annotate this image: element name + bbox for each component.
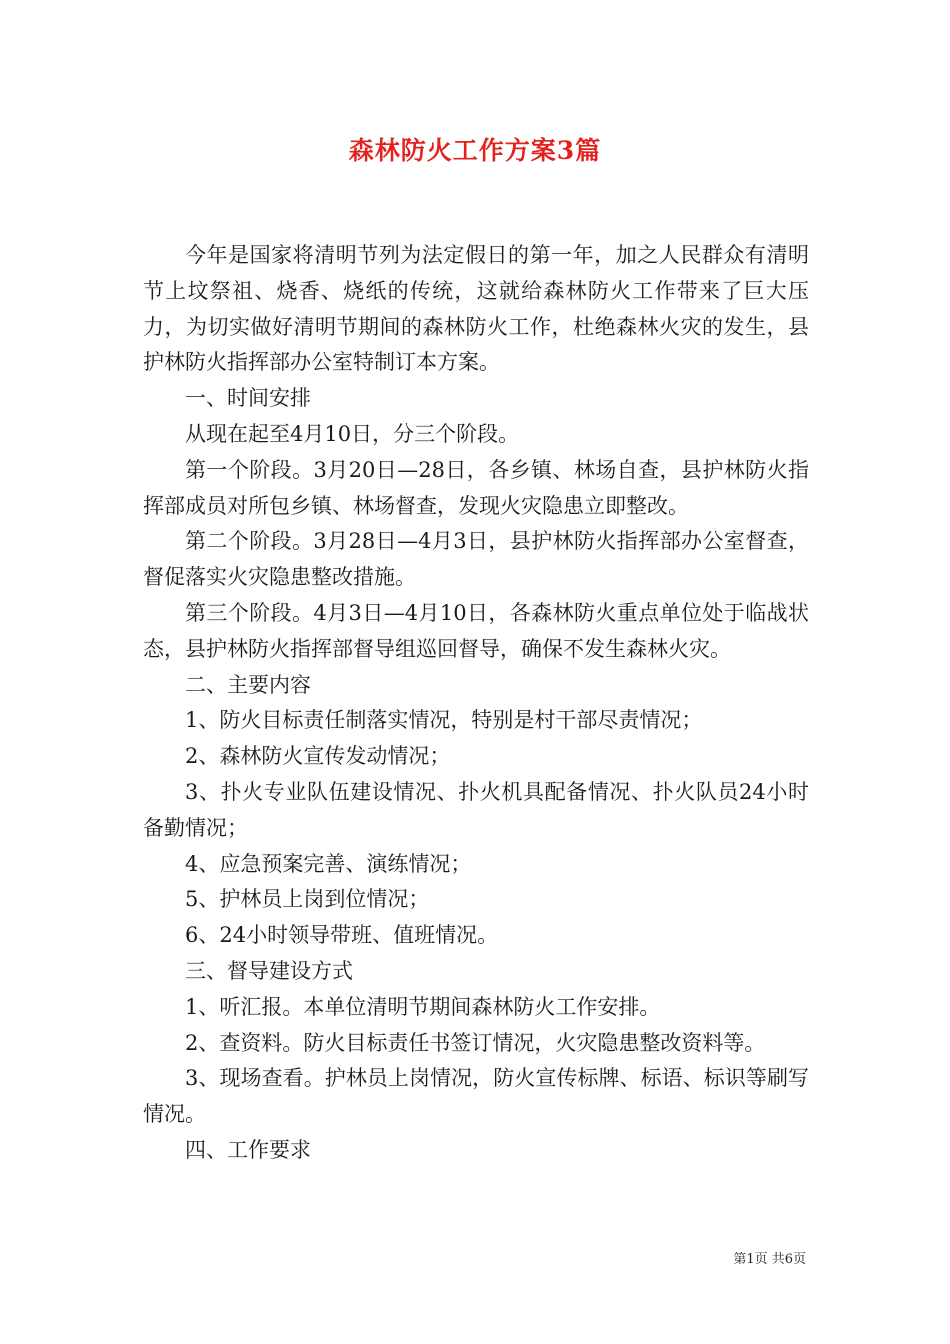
section-heading-content: 二、主要内容 bbox=[185, 672, 311, 697]
list-item: 6、24小时领导带班、值班情况。 bbox=[185, 923, 499, 948]
list-item: 3、扑火专业队伍建设情况、扑火机具配备情况、扑火队员24小时备勤情况； bbox=[143, 779, 809, 840]
section-heading-schedule: 一、时间安排 bbox=[185, 386, 311, 411]
list-item: 2、森林防火宣传发动情况； bbox=[185, 744, 451, 769]
paragraph: 第二个阶段。3月28日—4月3日，县护林防火指挥部办公室督查，督促落实火灾隐患整改措施。 bbox=[143, 529, 809, 590]
list-item: 1、防火目标责任制落实情况，特别是村干部尽责情况； bbox=[185, 708, 703, 733]
page-number: 第1页 共6页 bbox=[733, 1252, 806, 1267]
list-item: 3、现场查看。护林员上岗情况，防火宣传标牌、标语、标识等刷写情况。 bbox=[143, 1066, 809, 1127]
list-item: 4、应急预案完善、演练情况； bbox=[185, 851, 472, 876]
list-item: 5、护林员上岗到位情况； bbox=[185, 887, 430, 912]
paragraph: 从现在起至4月10日，分三个阶段。 bbox=[185, 421, 520, 446]
section-heading-requirements: 四、工作要求 bbox=[185, 1137, 311, 1162]
section-heading-method: 三、督导建设方式 bbox=[185, 958, 353, 983]
list-item: 2、查资料。防火目标责任书签订情况，火灾隐患整改资料等。 bbox=[185, 1030, 766, 1055]
document-body bbox=[143, 238, 809, 1169]
document-title: 森林防火工作方案3篇 bbox=[348, 136, 602, 165]
list-item: 1、听汇报。本单位清明节期间森林防火工作安排。 bbox=[185, 994, 661, 1019]
paragraph: 第三个阶段。4月3日—4月10日，各森林防火重点单位处于临战状态，县护林防火指挥部督导组巡回督导，确保不发生森林火灾。 bbox=[143, 600, 809, 661]
paragraph: 第一个阶段。3月20日—28日，各乡镇、林场自查，县护林防火指挥部成员对所包乡镇、林场督查，发现火灾隐患立即整改。 bbox=[143, 457, 809, 518]
paragraph-intro: 今年是国家将清明节列为法定假日的第一年，加之人民群众有清明节上坟祭祖、烧香、烧纸的传统，这就给森林防火工作带来了巨大压力，为切实做好清明节期间的森林防火工作，杜绝森林火灾的发生，县护林防火指挥部办公室特制订本方案。 bbox=[143, 243, 809, 375]
